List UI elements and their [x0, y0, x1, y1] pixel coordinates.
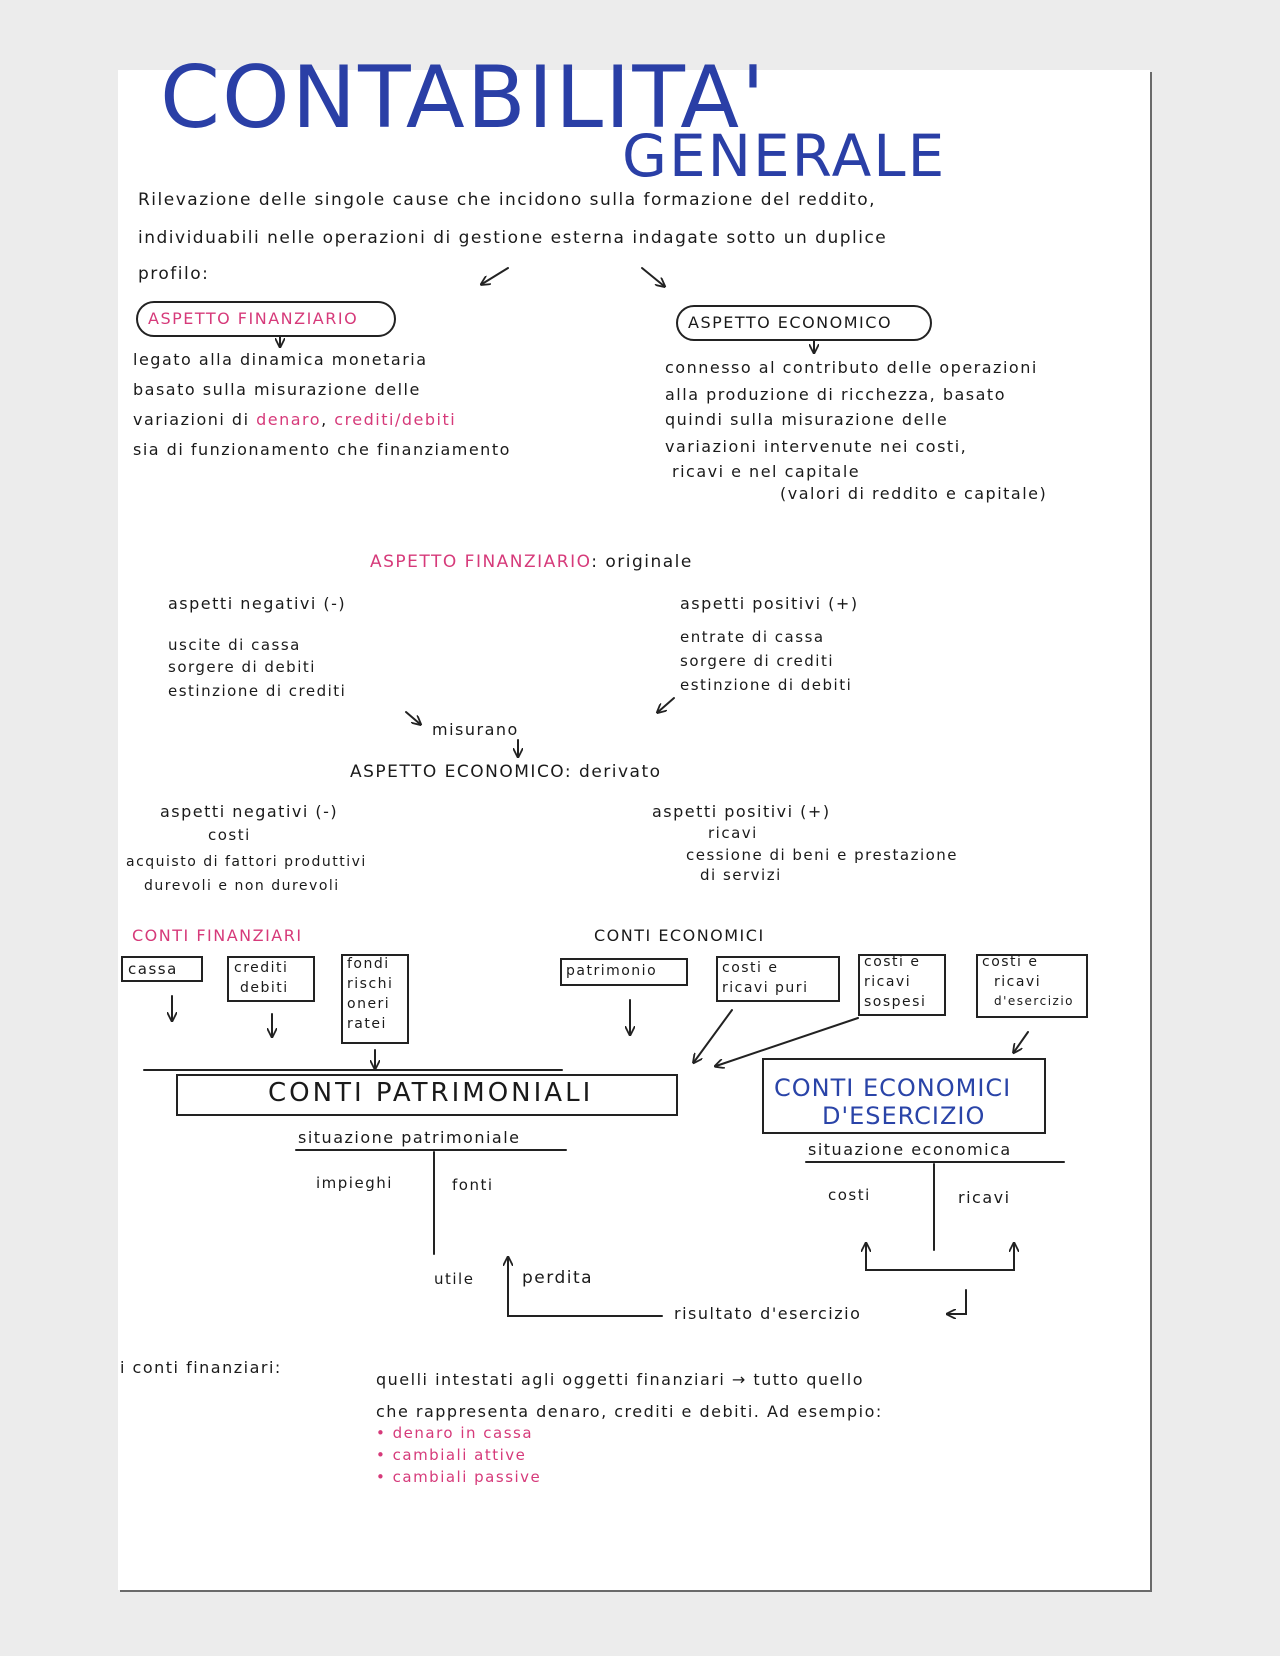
risultato-to-perdita — [508, 1258, 662, 1316]
risultato-hook — [948, 1290, 966, 1314]
conti-eco-esercizio-line-2: D'ESERCIZIO — [822, 1102, 986, 1130]
situazione-economica-label: situazione economica — [808, 1140, 1012, 1159]
pos-item-2: sorgere di crediti — [680, 652, 834, 670]
intro-line-2: individuabili nelle operazioni di gestione esterna indagate sotto un duplice — [138, 228, 888, 248]
footer-label: i conti finanziari: — [120, 1358, 282, 1377]
economico-label: ASPETTO ECONOMICO — [688, 313, 893, 332]
intro-line-3: profilo: — [138, 264, 210, 284]
risultato-esercizio-label: risultato d'esercizio — [674, 1304, 862, 1323]
eco-pos-sub: ricavi — [708, 824, 758, 842]
pos-title: aspetti positivi (+) — [680, 594, 859, 613]
footer-bullet-3: • cambiali passive — [376, 1468, 542, 1486]
finanziario-line-2: basato sulla misurazione delle — [133, 380, 421, 399]
eco-neg-item-1: acquisto di fattori produttivi — [126, 854, 367, 870]
economico-line-5: ricavi e nel capitale — [672, 462, 861, 481]
eco-neg-title: aspetti negativi (-) — [160, 802, 339, 821]
economico-line-1: connesso al contributo delle operazioni — [665, 358, 1038, 377]
neg-item-1: uscite di cassa — [168, 636, 301, 654]
conti-eco-esercizio-line-1: CONTI ECONOMICI — [774, 1074, 1012, 1102]
eco-pos-item-1: cessione di beni e prestazione — [686, 846, 959, 864]
fondi-label: fondi — [347, 956, 390, 972]
perdita-label: perdita — [522, 1268, 594, 1288]
arrow-sospesi-diag — [716, 1018, 858, 1066]
ricavi-label: ricavi — [958, 1188, 1011, 1207]
oneri-label: oneri — [347, 996, 391, 1012]
arrow-misurano-left — [406, 712, 420, 724]
puri-line-2: ricavi puri — [722, 980, 809, 996]
page-title: CONTABILITA' — [160, 48, 767, 148]
impieghi-label: impieghi — [316, 1174, 393, 1192]
ratei-label: ratei — [347, 1016, 387, 1032]
patrimonio-label: patrimonio — [566, 963, 658, 979]
eco-neg-sub: costi — [208, 826, 251, 844]
conti-economici-label: CONTI ECONOMICI — [594, 926, 765, 945]
esercizio-line-2: ricavi — [994, 974, 1042, 990]
arrow-puri-diag — [694, 1010, 732, 1062]
neg-item-2: sorgere di debiti — [168, 658, 316, 676]
pos-item-1: entrate di cassa — [680, 628, 825, 646]
costi-label: costi — [828, 1186, 871, 1204]
debiti-label: debiti — [240, 980, 289, 996]
section2-heading: ASPETTO FINANZIARIO: originale — [370, 552, 693, 572]
footer-bullet-1: • denaro in cassa — [376, 1424, 534, 1442]
situazione-patrimoniale-label: situazione patrimoniale — [298, 1128, 521, 1147]
utile-label: utile — [434, 1270, 475, 1288]
economico-line-4: variazioni intervenute nei costi, — [665, 437, 968, 456]
footer-bullet-2: • cambiali attive — [376, 1446, 527, 1464]
finanziario-line-3: variazioni di denaro, crediti/debiti — [133, 410, 457, 429]
arrow-esercizio-diag — [1014, 1032, 1028, 1052]
page-subtitle: GENERALE — [622, 122, 947, 190]
eco-heading: ASPETTO ECONOMICO: derivato — [350, 762, 662, 782]
eco-pos-item-2: di servizi — [700, 866, 782, 884]
crediti-label: crediti — [234, 960, 289, 976]
arrow-left-split — [482, 268, 508, 284]
intro-line-1: Rilevazione delle singole cause che incidono sulla formazione del reddito, — [138, 190, 877, 210]
eco-neg-item-2: durevoli e non durevoli — [144, 878, 340, 894]
pos-item-3: estinzione di debiti — [680, 676, 853, 694]
misurano-text: misurano — [432, 720, 519, 739]
conti-patrimoniali-label: CONTI PATRIMONIALI — [268, 1078, 594, 1108]
rischi-label: rischi — [347, 976, 394, 992]
fonti-label: fonti — [452, 1176, 494, 1194]
denaro-text: denaro — [256, 410, 322, 429]
economico-line-6: (valori di reddito e capitale) — [780, 484, 1048, 503]
esercizio-line-1: costi e — [982, 954, 1039, 970]
sospesi-line-1: costi e — [864, 954, 921, 970]
arrow-right-split — [642, 268, 664, 286]
economica-bracket — [866, 1246, 1014, 1270]
sospesi-line-2: ricavi — [864, 974, 912, 990]
neg-item-3: estinzione di crediti — [168, 682, 347, 700]
finanziario-line-1: legato alla dinamica monetaria — [133, 350, 428, 369]
neg-title: aspetti negativi (-) — [168, 594, 347, 613]
sospesi-line-3: sospesi — [864, 994, 927, 1010]
finanziario-line-4: sia di funzionamento che finanziamento — [133, 440, 511, 459]
cassa-label: cassa — [128, 960, 178, 978]
esercizio-line-3: d'esercizio — [994, 994, 1075, 1008]
economico-line-2: alla produzione di ricchezza, basato — [665, 385, 1006, 404]
arrow-misurano-right — [658, 698, 674, 712]
puri-line-1: costi e — [722, 960, 779, 976]
eco-pos-title: aspetti positivi (+) — [652, 802, 831, 821]
economico-line-3: quindi sulla misurazione delle — [665, 410, 949, 429]
conti-finanziari-label: CONTI FINANZIARI — [132, 926, 303, 945]
crediti-debiti-text: crediti/debiti — [334, 410, 457, 429]
finanziario-label: ASPETTO FINANZIARIO — [148, 309, 359, 328]
footer-line-1: quelli intestati agli oggetti finanziari → tutto quello — [376, 1370, 865, 1389]
footer-line-2: che rappresenta denaro, crediti e debiti. Ad esempio: — [376, 1402, 883, 1421]
